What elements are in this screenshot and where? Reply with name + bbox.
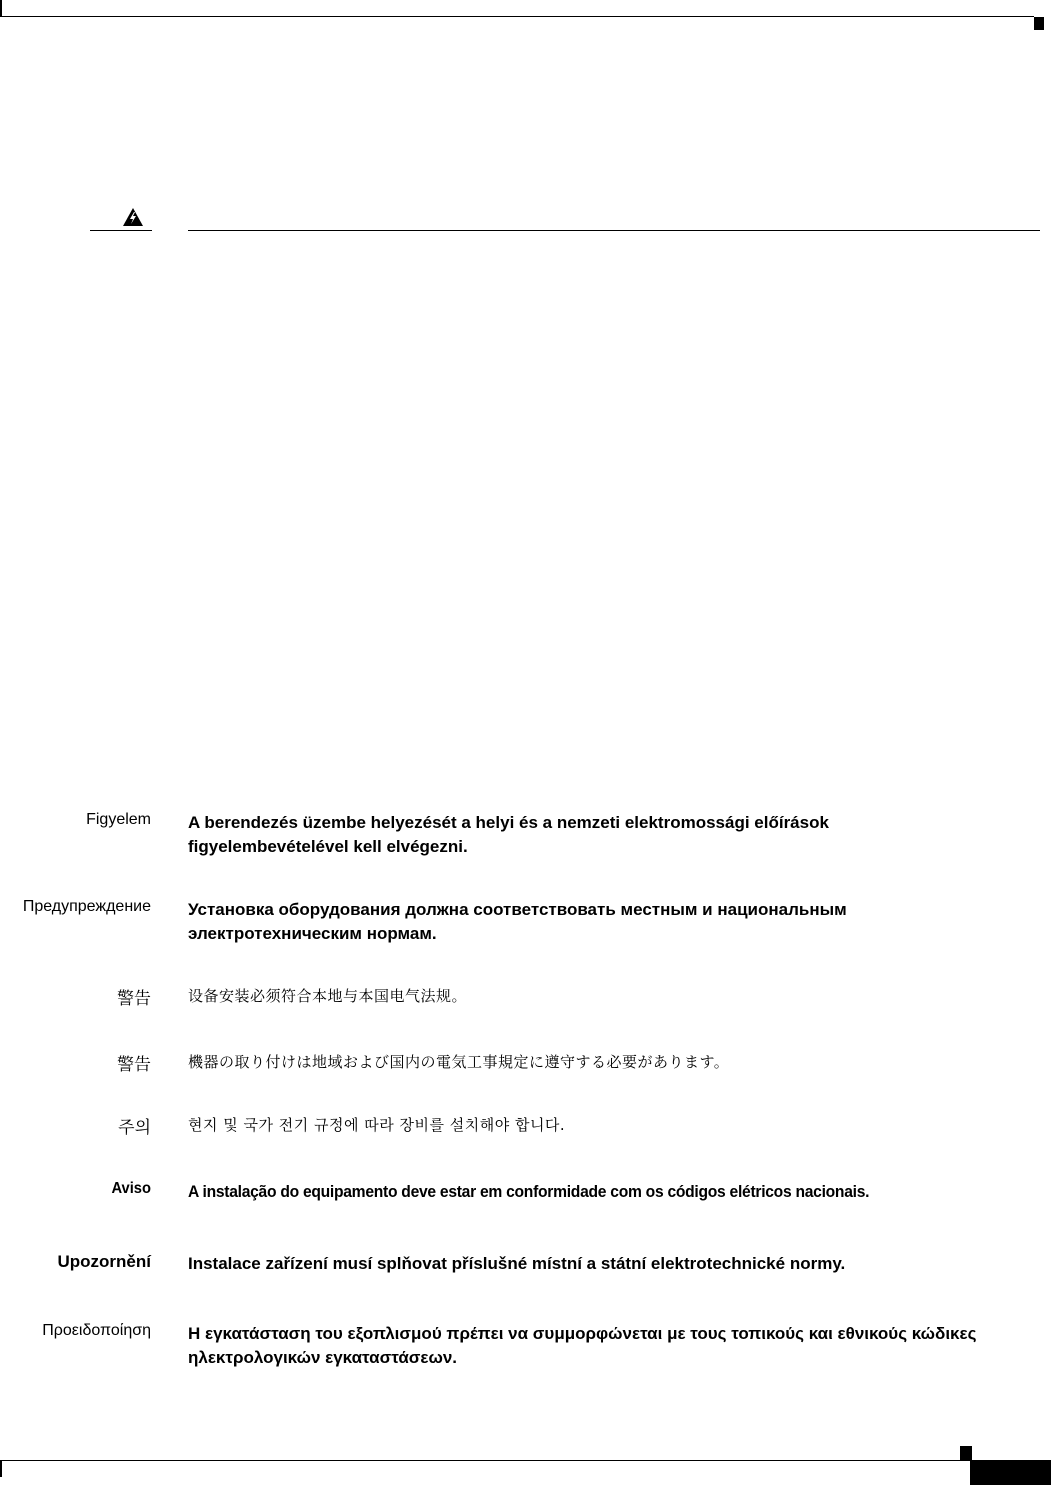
footer-left-tick	[0, 1460, 2, 1477]
warning-rule-right	[188, 230, 1040, 231]
footer-page-tab	[970, 1460, 1051, 1485]
warning-label: Figyelem	[86, 811, 151, 828]
warning-label: 주의	[118, 1118, 151, 1138]
warning-label: Aviso	[111, 1180, 151, 1197]
warning-label: Предупреждение	[22, 898, 151, 915]
warning-text: 현지 및 국가 전기 규정에 따라 장비를 설치해야 합니다.	[188, 1116, 566, 1134]
footer-marker	[960, 1446, 972, 1460]
header-left-tick	[0, 0, 2, 17]
warning-label: Upozornění	[57, 1252, 151, 1271]
warning-text: A instalação do equipamento deve estar em conformidade com os códigos elétricos nacionais.	[188, 1182, 870, 1201]
warning-label: 警告	[117, 1055, 151, 1075]
warning-text: 设备安装必须符合本地与本国电气法规。	[188, 987, 468, 1005]
header-rule	[0, 16, 1034, 17]
warning-triangle-icon	[122, 207, 144, 227]
warning-text: Instalace zařízení musí splňovat příslušné místní a státní elektrotechnické normy.	[188, 1254, 846, 1273]
footer-rule	[0, 1460, 970, 1461]
warning-text: A berendezés üzembe helyezését a helyi és a nemzeti elektromossági előírások figyelembevételével kell elvégezni.	[188, 813, 829, 856]
header-right-marker	[1034, 17, 1044, 30]
warning-label: Προειδοποίηση	[42, 1322, 151, 1339]
warning-text: Установка оборудования должна соответствовать местным и национальным электротехническим нормам.	[188, 900, 847, 943]
warning-text: 機器の取り付けは地域および国内の電気工事規定に遵守する必要があります。	[188, 1053, 730, 1071]
warning-label: 警告	[117, 989, 151, 1009]
warning-text: Η εγκατάσταση του εξοπλισμού πρέπει να συμμορφώνεται με τους τοπικούς και εθνικούς κώδικες ηλεκτρολογικών εγκαταστάσεων.	[188, 1324, 977, 1367]
warning-rule-left	[90, 230, 152, 231]
